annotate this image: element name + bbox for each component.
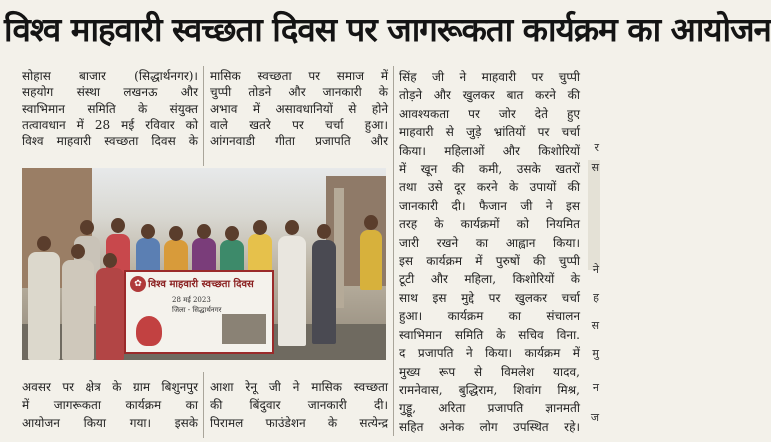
- adjacent-text-fragment: स: [591, 319, 599, 332]
- text-line: सहयोग संस्था लखनऊ और: [22, 85, 198, 100]
- text-line: आयोजन किया गया। इसके: [22, 416, 198, 430]
- text-line: माहवारी से जुड़े भ्रांतियों पर चर्चा: [399, 125, 580, 140]
- text-line: की बिंदुवार जानकारी दी।: [210, 398, 388, 412]
- photo-person: [360, 230, 382, 290]
- adjacent-text-fragment: ह: [593, 291, 599, 304]
- article-headline: विश्व माहवारी स्वच्छता दिवस पर जागरूकता कार्यक्रम का आयोजन: [4, 10, 771, 49]
- text-line: सिंह जी ने माहवारी पर चुप्पी: [399, 70, 580, 84]
- adjacent-text-fragment: र: [594, 141, 599, 154]
- photo-person-head: [317, 224, 331, 239]
- banner-emblem-icon: ✿: [130, 276, 146, 292]
- text-line: सोहास बाजार (सिद्धार्थनगर)।: [22, 69, 198, 83]
- adjacent-text-fragment: न: [592, 381, 599, 394]
- text-line: तोड़ने और खुलकर बात करने की: [399, 88, 580, 103]
- article-column-1-top: [22, 68, 198, 149]
- photo-person-head: [71, 244, 85, 259]
- text-line: टूटी और महिला, किशोरियों के: [399, 272, 580, 287]
- adjacent-text-fragment: ने: [592, 263, 599, 276]
- text-line: स्वाभिमान समिति के सचिव विना.: [399, 327, 580, 342]
- photo-person: [62, 260, 94, 360]
- text-line: जानकारी दी। फैजान जी ने इस: [399, 198, 580, 213]
- photo-person-head: [141, 224, 155, 239]
- photo-person-head: [37, 236, 51, 251]
- column-divider: [393, 66, 394, 436]
- text-line: विश्व माहवारी स्वच्छता दिवस के: [22, 134, 198, 149]
- adjacent-article-edge: [588, 160, 600, 270]
- text-line: सहित अनेक लोग उपस्थित रहे।: [399, 419, 580, 434]
- photo-person: [96, 268, 124, 360]
- banner-district: जिला - सिद्धार्थनगर: [172, 306, 222, 314]
- article-photo: [22, 168, 386, 360]
- photo-person: [312, 240, 336, 344]
- adjacent-text-fragment: स: [591, 161, 599, 174]
- article-column-3: [399, 68, 580, 436]
- banner-photo: [222, 314, 266, 344]
- text-line: पिरामल फाउंडेशन के सत्येन्द्र: [210, 416, 388, 430]
- text-line: मुख्य रूप से विमलेश यादव,: [399, 364, 580, 379]
- photo-person: [248, 234, 272, 274]
- article-column-1-bottom: [22, 378, 198, 432]
- photo-person: [28, 252, 60, 360]
- text-line: में जागरूकता कार्यक्रम का: [22, 398, 198, 412]
- text-line: तत्वावधान में 28 मई रविवार को: [22, 117, 198, 132]
- event-banner: [124, 270, 274, 354]
- text-line: तरह के कार्यक्रमों को नियमित: [399, 217, 580, 232]
- photo-person: [278, 236, 306, 346]
- photo-person-head: [169, 226, 183, 241]
- photo-person-head: [111, 218, 125, 233]
- banner-title: विश्व माहवारी स्वच्छता दिवस: [148, 279, 254, 290]
- photo-person-head: [103, 253, 117, 268]
- banner-drop-icon: [136, 316, 162, 346]
- text-line: चुप्पी तोडने और जानकारी के: [210, 85, 388, 100]
- text-line: वाले खतरे पर चर्चा हुआ।: [210, 117, 388, 132]
- photo-person-head: [285, 220, 299, 235]
- adjacent-text-fragment: मु: [592, 347, 599, 360]
- text-line: तथा उसे दूर करने के उपायों की: [399, 180, 580, 195]
- text-line: किया। महिलाओं और किशोरियों: [399, 143, 580, 158]
- text-line: जारी रखने का आह्वान किया।: [399, 235, 580, 250]
- article-column-2-bottom: [210, 378, 388, 432]
- text-line: आंगनवाडी गीता प्रजापति और: [210, 134, 388, 149]
- text-line: स्वाभिमान समिति के संयुक्त: [22, 101, 198, 116]
- photo-person-head: [80, 220, 94, 235]
- text-line: हुआ। कार्यक्रम का संचालन: [399, 309, 580, 324]
- text-line: साथ इस मुद्दे पर खुलकर चर्चा: [399, 290, 580, 305]
- photo-person-head: [225, 226, 239, 241]
- text-line: गुड्डू, अरिता प्रजापति ज्ञानमती: [399, 401, 580, 416]
- banner-date: 28 मई 2023: [172, 296, 211, 304]
- text-line: आवश्यकता पर जोर देते हुए: [399, 106, 580, 121]
- text-line: इस कार्यक्रम में पुरुषों की चुप्पी: [399, 254, 580, 269]
- adjacent-text-fragment: ज: [590, 411, 599, 424]
- text-line: अवसर पर क्षेत्र के ग्राम बिशुनपुर: [22, 380, 198, 394]
- column-divider: [203, 66, 204, 166]
- photo-person-head: [197, 224, 211, 239]
- text-line: अभाव में असावधानियों से होने: [210, 101, 388, 116]
- text-line: मासिक स्वच्छता पर समाज में: [210, 69, 388, 83]
- text-line: में खून की कमी, उसके खतरों: [399, 162, 580, 177]
- photo-person-head: [253, 220, 267, 235]
- text-line: रामनेवास, बुद्धिराम, शिवांग मिश्र,: [399, 382, 580, 397]
- column-divider: [203, 372, 204, 438]
- text-line: द प्रजापति ने किया। कार्यक्रम में: [399, 346, 580, 361]
- article-column-2-top: [210, 68, 388, 149]
- photo-person-head: [364, 215, 378, 230]
- text-line: आशा रेनू जी ने मासिक स्वच्छता: [210, 380, 388, 394]
